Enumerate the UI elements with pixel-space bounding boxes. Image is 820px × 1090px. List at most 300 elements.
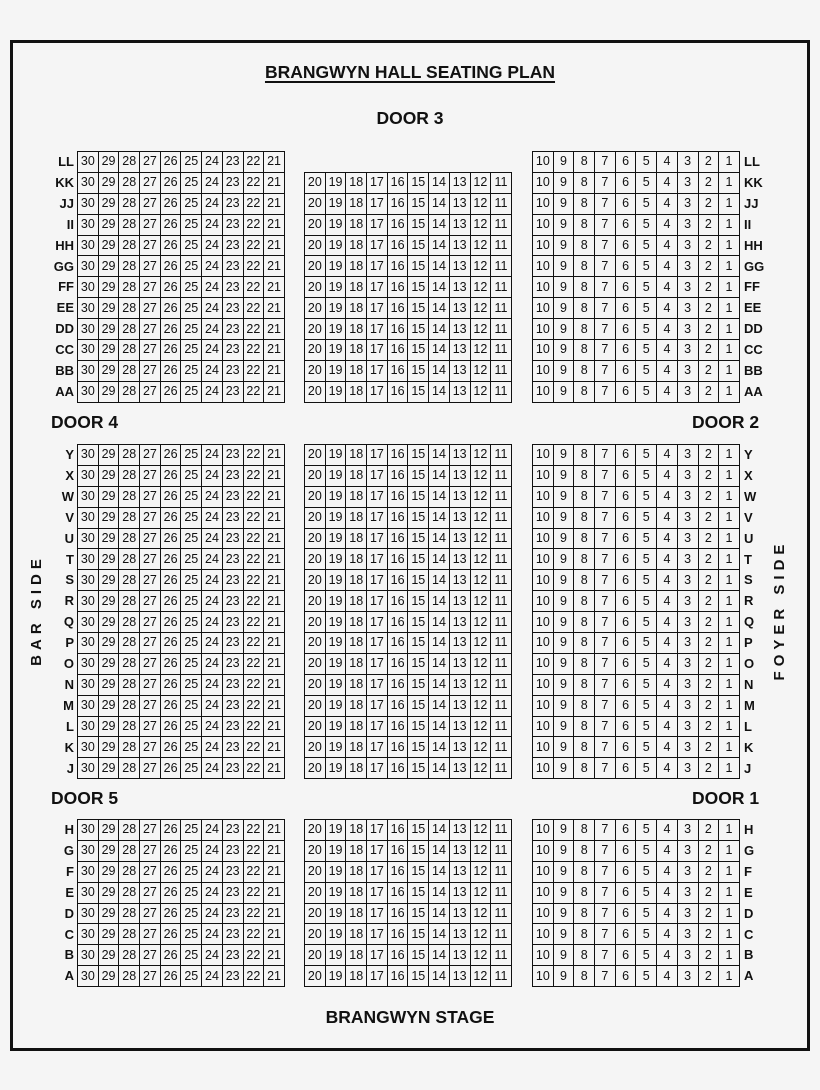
seat[interactable]: 25 (181, 152, 202, 173)
seat[interactable]: 4 (657, 507, 678, 528)
seat[interactable]: 11 (491, 633, 512, 654)
seat[interactable]: 29 (98, 360, 119, 381)
seat[interactable]: 17 (367, 820, 388, 841)
seat[interactable]: 25 (181, 840, 202, 861)
seat[interactable]: 2 (698, 924, 719, 945)
seat[interactable]: 8 (574, 319, 595, 340)
seat[interactable]: 12 (470, 633, 491, 654)
seat[interactable]: 22 (243, 319, 264, 340)
seat[interactable]: 9 (553, 360, 574, 381)
seat[interactable]: 8 (574, 549, 595, 570)
seat[interactable]: 21 (264, 235, 285, 256)
seat[interactable]: 8 (574, 570, 595, 591)
seat[interactable]: 18 (346, 298, 367, 319)
seat[interactable]: 29 (98, 653, 119, 674)
seat[interactable]: 13 (449, 486, 470, 507)
seat[interactable]: 22 (243, 716, 264, 737)
seat[interactable]: 27 (140, 737, 161, 758)
seat[interactable]: 4 (657, 193, 678, 214)
seat[interactable]: 5 (636, 381, 657, 402)
seat[interactable]: 14 (429, 465, 450, 486)
seat[interactable]: 17 (367, 758, 388, 779)
seat[interactable]: 27 (140, 758, 161, 779)
seat[interactable]: 15 (408, 612, 429, 633)
seat[interactable]: 3 (677, 966, 698, 987)
seat[interactable]: 5 (636, 360, 657, 381)
seat[interactable]: 19 (325, 695, 346, 716)
seat[interactable]: 6 (615, 966, 636, 987)
seat[interactable]: 7 (595, 570, 616, 591)
seat[interactable]: 26 (160, 381, 181, 402)
seat[interactable]: 4 (657, 549, 678, 570)
seat[interactable]: 9 (553, 758, 574, 779)
seat[interactable]: 26 (160, 570, 181, 591)
seat[interactable]: 30 (78, 591, 99, 612)
seat[interactable]: 1 (719, 674, 740, 695)
seat[interactable]: 1 (719, 340, 740, 361)
seat[interactable]: 27 (140, 235, 161, 256)
seat[interactable]: 13 (449, 591, 470, 612)
seat[interactable]: 8 (574, 882, 595, 903)
seat[interactable]: 11 (491, 570, 512, 591)
seat[interactable]: 18 (346, 381, 367, 402)
seat[interactable]: 4 (657, 820, 678, 841)
seat[interactable]: 4 (657, 381, 678, 402)
seat[interactable]: 7 (595, 612, 616, 633)
seat[interactable]: 12 (470, 486, 491, 507)
seat[interactable]: 25 (181, 172, 202, 193)
seat[interactable]: 11 (491, 381, 512, 402)
seat[interactable]: 6 (615, 507, 636, 528)
seat[interactable]: 16 (387, 758, 408, 779)
seat[interactable]: 30 (78, 507, 99, 528)
seat[interactable]: 25 (181, 277, 202, 298)
seat[interactable]: 4 (657, 340, 678, 361)
seat[interactable]: 5 (636, 214, 657, 235)
seat[interactable]: 19 (325, 612, 346, 633)
seat[interactable]: 3 (677, 486, 698, 507)
seat[interactable]: 25 (181, 633, 202, 654)
seat[interactable]: 10 (533, 674, 554, 695)
seat[interactable]: 7 (595, 820, 616, 841)
seat[interactable]: 18 (346, 695, 367, 716)
seat[interactable]: 19 (325, 570, 346, 591)
seat[interactable]: 2 (698, 193, 719, 214)
seat[interactable]: 7 (595, 214, 616, 235)
seat[interactable]: 3 (677, 549, 698, 570)
seat[interactable]: 27 (140, 695, 161, 716)
seat[interactable]: 29 (98, 319, 119, 340)
seat[interactable]: 20 (305, 674, 326, 695)
seat[interactable]: 7 (595, 465, 616, 486)
seat[interactable]: 5 (636, 903, 657, 924)
seat[interactable]: 5 (636, 716, 657, 737)
seat[interactable]: 12 (470, 653, 491, 674)
seat[interactable]: 8 (574, 486, 595, 507)
seat[interactable]: 28 (119, 235, 140, 256)
seat[interactable]: 4 (657, 277, 678, 298)
seat[interactable]: 25 (181, 235, 202, 256)
seat[interactable]: 28 (119, 256, 140, 277)
seat[interactable]: 13 (449, 507, 470, 528)
seat[interactable]: 9 (553, 861, 574, 882)
seat[interactable]: 27 (140, 945, 161, 966)
seat[interactable]: 12 (470, 340, 491, 361)
seat[interactable]: 10 (533, 840, 554, 861)
seat[interactable]: 6 (615, 945, 636, 966)
seat[interactable]: 9 (553, 235, 574, 256)
seat[interactable]: 27 (140, 298, 161, 319)
seat[interactable]: 26 (160, 903, 181, 924)
seat[interactable]: 11 (491, 172, 512, 193)
seat[interactable]: 21 (264, 861, 285, 882)
seat[interactable]: 11 (491, 214, 512, 235)
seat[interactable]: 12 (470, 591, 491, 612)
seat[interactable]: 7 (595, 445, 616, 466)
seat[interactable]: 27 (140, 193, 161, 214)
seat[interactable]: 18 (346, 591, 367, 612)
seat[interactable]: 2 (698, 549, 719, 570)
seat[interactable]: 9 (553, 214, 574, 235)
seat[interactable]: 25 (181, 820, 202, 841)
seat[interactable]: 18 (346, 319, 367, 340)
seat[interactable]: 14 (429, 277, 450, 298)
seat[interactable]: 21 (264, 966, 285, 987)
seat[interactable]: 16 (387, 360, 408, 381)
seat[interactable]: 8 (574, 172, 595, 193)
seat[interactable]: 25 (181, 193, 202, 214)
seat[interactable]: 16 (387, 612, 408, 633)
seat[interactable]: 29 (98, 214, 119, 235)
seat[interactable]: 4 (657, 214, 678, 235)
seat[interactable]: 23 (222, 633, 243, 654)
seat[interactable]: 20 (305, 214, 326, 235)
seat[interactable]: 11 (491, 840, 512, 861)
seat[interactable]: 8 (574, 465, 595, 486)
seat[interactable]: 29 (98, 152, 119, 173)
seat[interactable]: 8 (574, 381, 595, 402)
seat[interactable]: 17 (367, 633, 388, 654)
seat[interactable]: 25 (181, 486, 202, 507)
seat[interactable]: 6 (615, 612, 636, 633)
seat[interactable]: 19 (325, 840, 346, 861)
seat[interactable]: 24 (202, 591, 223, 612)
seat[interactable]: 22 (243, 193, 264, 214)
seat[interactable]: 5 (636, 945, 657, 966)
seat[interactable]: 8 (574, 758, 595, 779)
seat[interactable]: 1 (719, 758, 740, 779)
seat[interactable]: 4 (657, 486, 678, 507)
seat[interactable]: 7 (595, 653, 616, 674)
seat[interactable]: 30 (78, 298, 99, 319)
seat[interactable]: 27 (140, 319, 161, 340)
seat[interactable]: 2 (698, 465, 719, 486)
seat[interactable]: 25 (181, 695, 202, 716)
seat[interactable]: 7 (595, 924, 616, 945)
seat[interactable]: 23 (222, 214, 243, 235)
seat[interactable]: 11 (491, 445, 512, 466)
seat[interactable]: 22 (243, 214, 264, 235)
seat[interactable]: 27 (140, 172, 161, 193)
seat[interactable]: 26 (160, 840, 181, 861)
seat[interactable]: 9 (553, 507, 574, 528)
seat[interactable]: 2 (698, 214, 719, 235)
seat[interactable]: 10 (533, 549, 554, 570)
seat[interactable]: 23 (222, 924, 243, 945)
seat[interactable]: 5 (636, 924, 657, 945)
seat[interactable]: 9 (553, 612, 574, 633)
seat[interactable]: 20 (305, 445, 326, 466)
seat[interactable]: 25 (181, 674, 202, 695)
seat[interactable]: 11 (491, 549, 512, 570)
seat[interactable]: 24 (202, 924, 223, 945)
seat[interactable]: 3 (677, 214, 698, 235)
seat[interactable]: 1 (719, 549, 740, 570)
seat[interactable]: 23 (222, 861, 243, 882)
seat[interactable]: 24 (202, 152, 223, 173)
seat[interactable]: 4 (657, 903, 678, 924)
seat[interactable]: 16 (387, 214, 408, 235)
seat[interactable]: 18 (346, 758, 367, 779)
seat[interactable]: 5 (636, 528, 657, 549)
seat[interactable]: 7 (595, 256, 616, 277)
seat[interactable]: 27 (140, 570, 161, 591)
seat[interactable]: 21 (264, 612, 285, 633)
seat[interactable]: 23 (222, 172, 243, 193)
seat[interactable]: 8 (574, 298, 595, 319)
seat[interactable]: 6 (615, 924, 636, 945)
seat[interactable]: 10 (533, 172, 554, 193)
seat[interactable]: 25 (181, 298, 202, 319)
seat[interactable]: 10 (533, 277, 554, 298)
seat[interactable]: 12 (470, 840, 491, 861)
seat[interactable]: 23 (222, 737, 243, 758)
seat[interactable]: 4 (657, 840, 678, 861)
seat[interactable]: 30 (78, 737, 99, 758)
seat[interactable]: 15 (408, 633, 429, 654)
seat[interactable]: 12 (470, 716, 491, 737)
seat[interactable]: 20 (305, 945, 326, 966)
seat[interactable]: 30 (78, 882, 99, 903)
seat[interactable]: 22 (243, 549, 264, 570)
seat[interactable]: 16 (387, 903, 408, 924)
seat[interactable]: 24 (202, 612, 223, 633)
seat[interactable]: 10 (533, 903, 554, 924)
seat[interactable]: 7 (595, 591, 616, 612)
seat[interactable]: 8 (574, 861, 595, 882)
seat[interactable]: 20 (305, 924, 326, 945)
seat[interactable]: 29 (98, 256, 119, 277)
seat[interactable]: 28 (119, 903, 140, 924)
seat[interactable]: 24 (202, 674, 223, 695)
seat[interactable]: 20 (305, 507, 326, 528)
seat[interactable]: 22 (243, 445, 264, 466)
seat[interactable]: 29 (98, 674, 119, 695)
seat[interactable]: 5 (636, 445, 657, 466)
seat[interactable]: 21 (264, 214, 285, 235)
seat[interactable]: 12 (470, 945, 491, 966)
seat[interactable]: 23 (222, 570, 243, 591)
seat[interactable]: 26 (160, 633, 181, 654)
seat[interactable]: 22 (243, 820, 264, 841)
seat[interactable]: 12 (470, 381, 491, 402)
seat[interactable]: 13 (449, 758, 470, 779)
seat[interactable]: 12 (470, 507, 491, 528)
seat[interactable]: 6 (615, 549, 636, 570)
seat[interactable]: 23 (222, 695, 243, 716)
seat[interactable]: 14 (429, 674, 450, 695)
seat[interactable]: 22 (243, 235, 264, 256)
seat[interactable]: 17 (367, 903, 388, 924)
seat[interactable]: 3 (677, 507, 698, 528)
seat[interactable]: 1 (719, 820, 740, 841)
seat[interactable]: 29 (98, 924, 119, 945)
seat[interactable]: 26 (160, 507, 181, 528)
seat[interactable]: 16 (387, 737, 408, 758)
seat[interactable]: 8 (574, 591, 595, 612)
seat[interactable]: 19 (325, 319, 346, 340)
seat[interactable]: 10 (533, 256, 554, 277)
seat[interactable]: 17 (367, 716, 388, 737)
seat[interactable]: 9 (553, 445, 574, 466)
seat[interactable]: 2 (698, 340, 719, 361)
seat[interactable]: 4 (657, 633, 678, 654)
seat[interactable]: 28 (119, 633, 140, 654)
seat[interactable]: 18 (346, 861, 367, 882)
seat[interactable]: 21 (264, 945, 285, 966)
seat[interactable]: 28 (119, 319, 140, 340)
seat[interactable]: 20 (305, 840, 326, 861)
seat[interactable]: 14 (429, 945, 450, 966)
seat[interactable]: 22 (243, 882, 264, 903)
seat[interactable]: 24 (202, 381, 223, 402)
seat[interactable]: 1 (719, 903, 740, 924)
seat[interactable]: 8 (574, 445, 595, 466)
seat[interactable]: 1 (719, 861, 740, 882)
seat[interactable]: 21 (264, 549, 285, 570)
seat[interactable]: 22 (243, 465, 264, 486)
seat[interactable]: 13 (449, 945, 470, 966)
seat[interactable]: 10 (533, 193, 554, 214)
seat[interactable]: 29 (98, 966, 119, 987)
seat[interactable]: 28 (119, 966, 140, 987)
seat[interactable]: 6 (615, 737, 636, 758)
seat[interactable]: 25 (181, 214, 202, 235)
seat[interactable]: 2 (698, 758, 719, 779)
seat[interactable]: 6 (615, 172, 636, 193)
seat[interactable]: 18 (346, 840, 367, 861)
seat[interactable]: 20 (305, 465, 326, 486)
seat[interactable]: 16 (387, 882, 408, 903)
seat[interactable]: 14 (429, 758, 450, 779)
seat[interactable]: 7 (595, 945, 616, 966)
seat[interactable]: 18 (346, 716, 367, 737)
seat[interactable]: 29 (98, 445, 119, 466)
seat[interactable]: 5 (636, 840, 657, 861)
seat[interactable]: 19 (325, 340, 346, 361)
seat[interactable]: 22 (243, 507, 264, 528)
seat[interactable]: 24 (202, 966, 223, 987)
seat[interactable]: 28 (119, 591, 140, 612)
seat[interactable]: 18 (346, 277, 367, 298)
seat[interactable]: 4 (657, 612, 678, 633)
seat[interactable]: 29 (98, 465, 119, 486)
seat[interactable]: 24 (202, 695, 223, 716)
seat[interactable]: 28 (119, 549, 140, 570)
seat[interactable]: 10 (533, 152, 554, 173)
seat[interactable]: 21 (264, 570, 285, 591)
seat[interactable]: 4 (657, 924, 678, 945)
seat[interactable]: 16 (387, 674, 408, 695)
seat[interactable]: 13 (449, 653, 470, 674)
seat[interactable]: 22 (243, 486, 264, 507)
seat[interactable]: 1 (719, 612, 740, 633)
seat[interactable]: 16 (387, 945, 408, 966)
seat[interactable]: 25 (181, 758, 202, 779)
seat[interactable]: 21 (264, 172, 285, 193)
seat[interactable]: 15 (408, 820, 429, 841)
seat[interactable]: 10 (533, 570, 554, 591)
seat[interactable]: 15 (408, 445, 429, 466)
seat[interactable]: 20 (305, 861, 326, 882)
seat[interactable]: 18 (346, 465, 367, 486)
seat[interactable]: 3 (677, 298, 698, 319)
seat[interactable]: 26 (160, 235, 181, 256)
seat[interactable]: 16 (387, 653, 408, 674)
seat[interactable]: 23 (222, 360, 243, 381)
seat[interactable]: 21 (264, 319, 285, 340)
seat[interactable]: 12 (470, 820, 491, 841)
seat[interactable]: 23 (222, 674, 243, 695)
seat[interactable]: 17 (367, 319, 388, 340)
seat[interactable]: 13 (449, 716, 470, 737)
seat[interactable]: 28 (119, 507, 140, 528)
seat[interactable]: 29 (98, 716, 119, 737)
seat[interactable]: 15 (408, 945, 429, 966)
seat[interactable]: 8 (574, 152, 595, 173)
seat[interactable]: 6 (615, 360, 636, 381)
seat[interactable]: 1 (719, 360, 740, 381)
seat[interactable]: 3 (677, 945, 698, 966)
seat[interactable]: 24 (202, 549, 223, 570)
seat[interactable]: 1 (719, 507, 740, 528)
seat[interactable]: 15 (408, 298, 429, 319)
seat[interactable]: 24 (202, 633, 223, 654)
seat[interactable]: 7 (595, 172, 616, 193)
seat[interactable]: 20 (305, 820, 326, 841)
seat[interactable]: 27 (140, 381, 161, 402)
seat[interactable]: 8 (574, 193, 595, 214)
seat[interactable]: 16 (387, 716, 408, 737)
seat[interactable]: 19 (325, 882, 346, 903)
seat[interactable]: 29 (98, 591, 119, 612)
seat[interactable]: 21 (264, 695, 285, 716)
seat[interactable]: 22 (243, 840, 264, 861)
seat[interactable]: 24 (202, 653, 223, 674)
seat[interactable]: 8 (574, 340, 595, 361)
seat[interactable]: 27 (140, 716, 161, 737)
seat[interactable]: 28 (119, 758, 140, 779)
seat[interactable]: 2 (698, 633, 719, 654)
seat[interactable]: 5 (636, 507, 657, 528)
seat[interactable]: 1 (719, 633, 740, 654)
seat[interactable]: 30 (78, 861, 99, 882)
seat[interactable]: 18 (346, 360, 367, 381)
seat[interactable]: 9 (553, 924, 574, 945)
seat[interactable]: 29 (98, 861, 119, 882)
seat[interactable]: 7 (595, 674, 616, 695)
seat[interactable]: 29 (98, 840, 119, 861)
